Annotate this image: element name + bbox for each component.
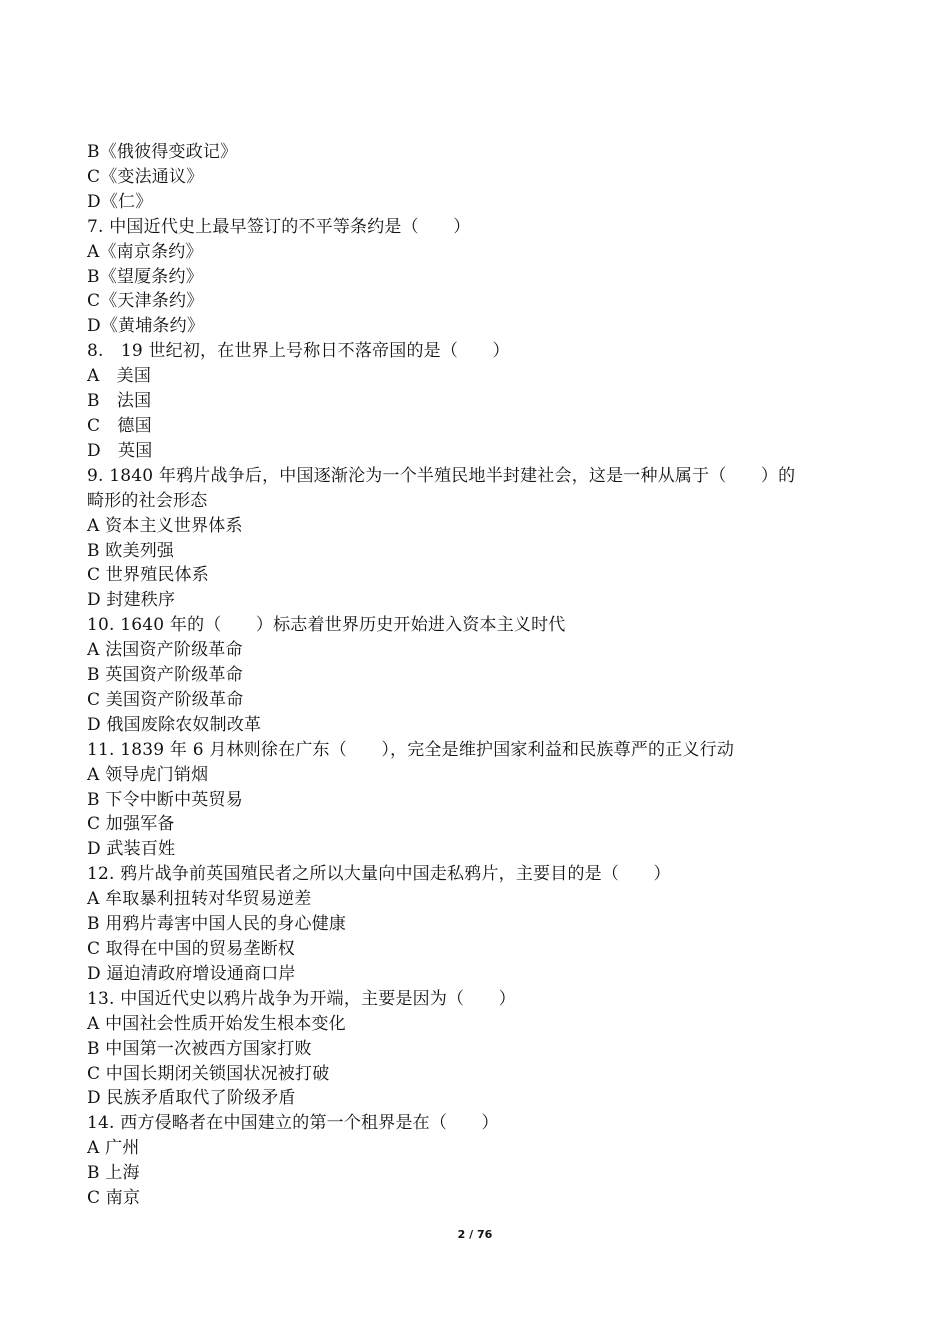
option-line: D 封建秩序 (87, 590, 176, 611)
question-line-continued: 畸形的社会形态 (87, 490, 208, 511)
option-line: B《望厦条约》 (87, 266, 203, 287)
question-line: 8. 19 世纪初，在世界上号称日不落帝国的是（ ） (87, 341, 510, 362)
option-line: C 美国资产阶级革命 (87, 689, 244, 710)
option-line: B 法国 (87, 391, 152, 412)
option-line: D 逼迫清政府增设通商口岸 (87, 963, 296, 984)
option-line: B 上海 (87, 1163, 140, 1184)
question-line: 7. 中国近代史上最早签订的不平等条约是（ ） (87, 216, 471, 237)
option-line: D 民族矛盾取代了阶级矛盾 (87, 1088, 296, 1109)
option-line: C《天津条约》 (87, 291, 204, 312)
option-line: A 广州 (87, 1138, 140, 1159)
option-line: C 取得在中国的贸易垄断权 (87, 939, 296, 959)
option-line: B 英国资产阶级革命 (87, 665, 243, 686)
question-line: 13. 中国近代史以鸦片战争为开端，主要是因为（ ） (87, 988, 516, 1009)
option-line: A 中国社会性质开始发生根本变化 (87, 1013, 346, 1034)
option-line: B 下令中断中英贸易 (87, 789, 243, 810)
option-line: A 资本主义世界体系 (87, 515, 243, 536)
page-number: 2 / 76 (457, 1228, 493, 1241)
option-line: A《南京条约》 (87, 241, 203, 262)
option-line: A 牟取暴利扭转对华贸易逆差 (87, 889, 312, 910)
option-line: D 武装百姓 (87, 839, 176, 860)
option-line: B 用鸦片毒害中国人民的身心健康 (87, 914, 347, 935)
option-line: C 南京 (87, 1188, 141, 1209)
option-line: D《黄埔条约》 (87, 316, 205, 337)
option-line: B 中国第一次被西方国家打败 (87, 1038, 312, 1059)
text-line: B《俄彼得变政记》 (87, 142, 238, 162)
option-line: C 加强军备 (87, 814, 175, 835)
option-line: C 德国 (87, 415, 152, 436)
option-line: C 世界殖民体系 (87, 565, 210, 586)
text-line: C《变法通议》 (87, 166, 204, 187)
question-line: 14. 西方侵略者在中国建立的第一个租界是在（ ） (87, 1113, 499, 1134)
option-line: C 中国长期闭关锁国状况被打破 (87, 1063, 330, 1084)
option-line: D 英国 (87, 440, 153, 461)
option-line: B 欧美列强 (87, 540, 175, 561)
text-line: D《仁》 (87, 191, 153, 212)
option-line: A 领导虎门销烟 (87, 764, 209, 785)
option-line: A 美国 (87, 366, 152, 387)
document-body (87, 140, 887, 1211)
question-line: 10. 1640 年的（ ）标志着世界历史开始进入资本主义时代 (87, 615, 566, 636)
question-line: 11. 1839 年 6 月林则徐在广东（ ），完全是维护国家利益和民族尊严的正义行动 (87, 739, 735, 760)
option-line: A 法国资产阶级革命 (87, 640, 243, 661)
question-line: 12. 鸦片战争前英国殖民者之所以大量向中国走私鸦片，主要目的是（ ） (87, 864, 671, 885)
question-line: 9. 1840 年鸦片战争后，中国逐渐沦为一个半殖民地半封建社会，这是一种从属于（ ）的 (87, 465, 796, 486)
option-line: D 俄国废除农奴制改革 (87, 714, 262, 735)
